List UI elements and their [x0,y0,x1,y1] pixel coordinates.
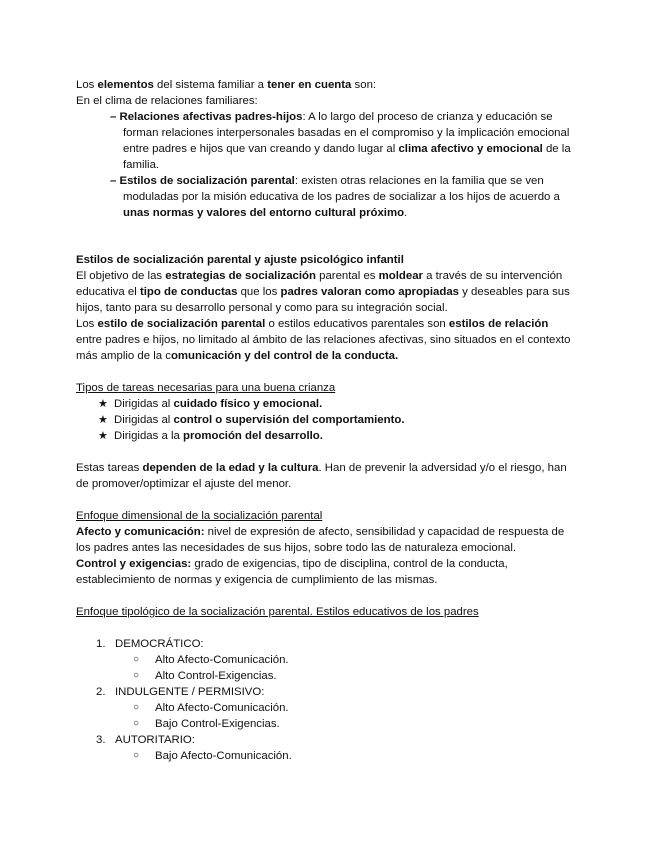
paragraph-tareas-dependen: Estas tareas dependen de la edad y la cultura. Han de prevenir la adversidad y/o el riesgo, han de promover/optimizar el ajuste del menor. [76,462,567,490]
circle-bullet-icon: ○ [133,718,140,729]
document-page [76,77,576,764]
paragraph-estilo-socializacion: Los estilo de socialización parental o estilos educativos parentales son estilos de relación entre padres e hijos, no limitado al ámbito de las relaciones afectivas, sino situados en el contexto más amplio de la comunicación y del control de la conducta. [76,318,571,362]
section-heading-tipologico: Enfoque tipológico de la socialización parental. Estilos educativos de los padres [76,606,479,618]
numbered-item-autoritario: 3. AUTORITARIO: [96,734,195,746]
numbered-item-indulgente: 2. INDULGENTE / PERMISIVO: [96,686,265,698]
circle-bullet-icon: ○ [133,654,140,665]
section-heading-estilos: Estilos de socialización parental y ajuste psicológico infantil [76,254,404,266]
paragraph-control-exigencias: Control y exigencias: grado de exigencias, tipo de disciplina, control de la conducta, establecimiento de normas y exigencia de cumplimiento de las mismas. [76,558,508,586]
section-heading-dimensional: Enfoque dimensional de la socialización parental [76,510,323,522]
star-bullet-icon: ★ [98,429,108,442]
paragraph-objetivo: El objetivo de las estrategias de socialización parental es moldear a través de su intervención educativa el tipo de conductas que los padres valoran como apropiadas y deseables para sus hijos, tanto para su desarrollo personal y como para su integración social. [76,270,570,314]
circle-bullet-icon: ○ [133,670,140,681]
list-item-tarea: ★ Dirigidas al cuidado físico y emocional. [98,397,323,410]
list-item-tarea: ★ Dirigidas al control o supervisión del comportamiento. [98,413,405,426]
intro-line-1: Los elementos del sistema familiar a tener en cuenta son: [76,79,377,91]
circle-bullet-icon: ○ [133,750,140,761]
sub-item: ○ Bajo Control-Exigencias. [133,718,280,730]
circle-bullet-icon: ○ [133,702,140,713]
sub-item: ○ Alto Control-Exigencias. [133,670,277,682]
star-bullet-icon: ★ [98,413,108,426]
sub-item: ○ Alto Afecto-Comunicación. [133,654,289,666]
star-bullet-icon: ★ [98,397,108,410]
bullet-relaciones-afectivas: – Relaciones afectivas padres-hijos: A lo largo del proceso de crianza y educación se forman relaciones interpersonales basadas en el compromiso y la implicación emocional entre padres e hijos que van creando y dando lugar al clima afectivo y emocional de la familia. [110,111,571,171]
numbered-item-democratico: 1. DEMOCRÁTICO: [96,638,204,650]
list-item-tarea: ★ Dirigidas a la promoción del desarrollo. [98,429,323,442]
paragraph-afecto-comunicacion: Afecto y comunicación: nivel de expresión de afecto, sensibilidad y capacidad de respuesta de los padres antes las necesidades de sus hijos, sobre todo las de naturaleza emocional. [76,526,565,554]
sub-item: ○ Bajo Afecto-Comunicación. [133,750,292,762]
section-heading-tareas: Tipos de tareas necesarias para una buena crianza [76,382,336,394]
sub-item: ○ Alto Afecto-Comunicación. [133,702,289,714]
intro-line-2: En el clima de relaciones familiares: [76,95,258,107]
bullet-estilos-socializacion: – Estilos de socialización parental: existen otras relaciones en la familia que se ven moduladas por la misión educativa de los padres de socializar a los hijos de acuerdo a unas normas y valores del entorno cultural próximo. [110,175,560,219]
